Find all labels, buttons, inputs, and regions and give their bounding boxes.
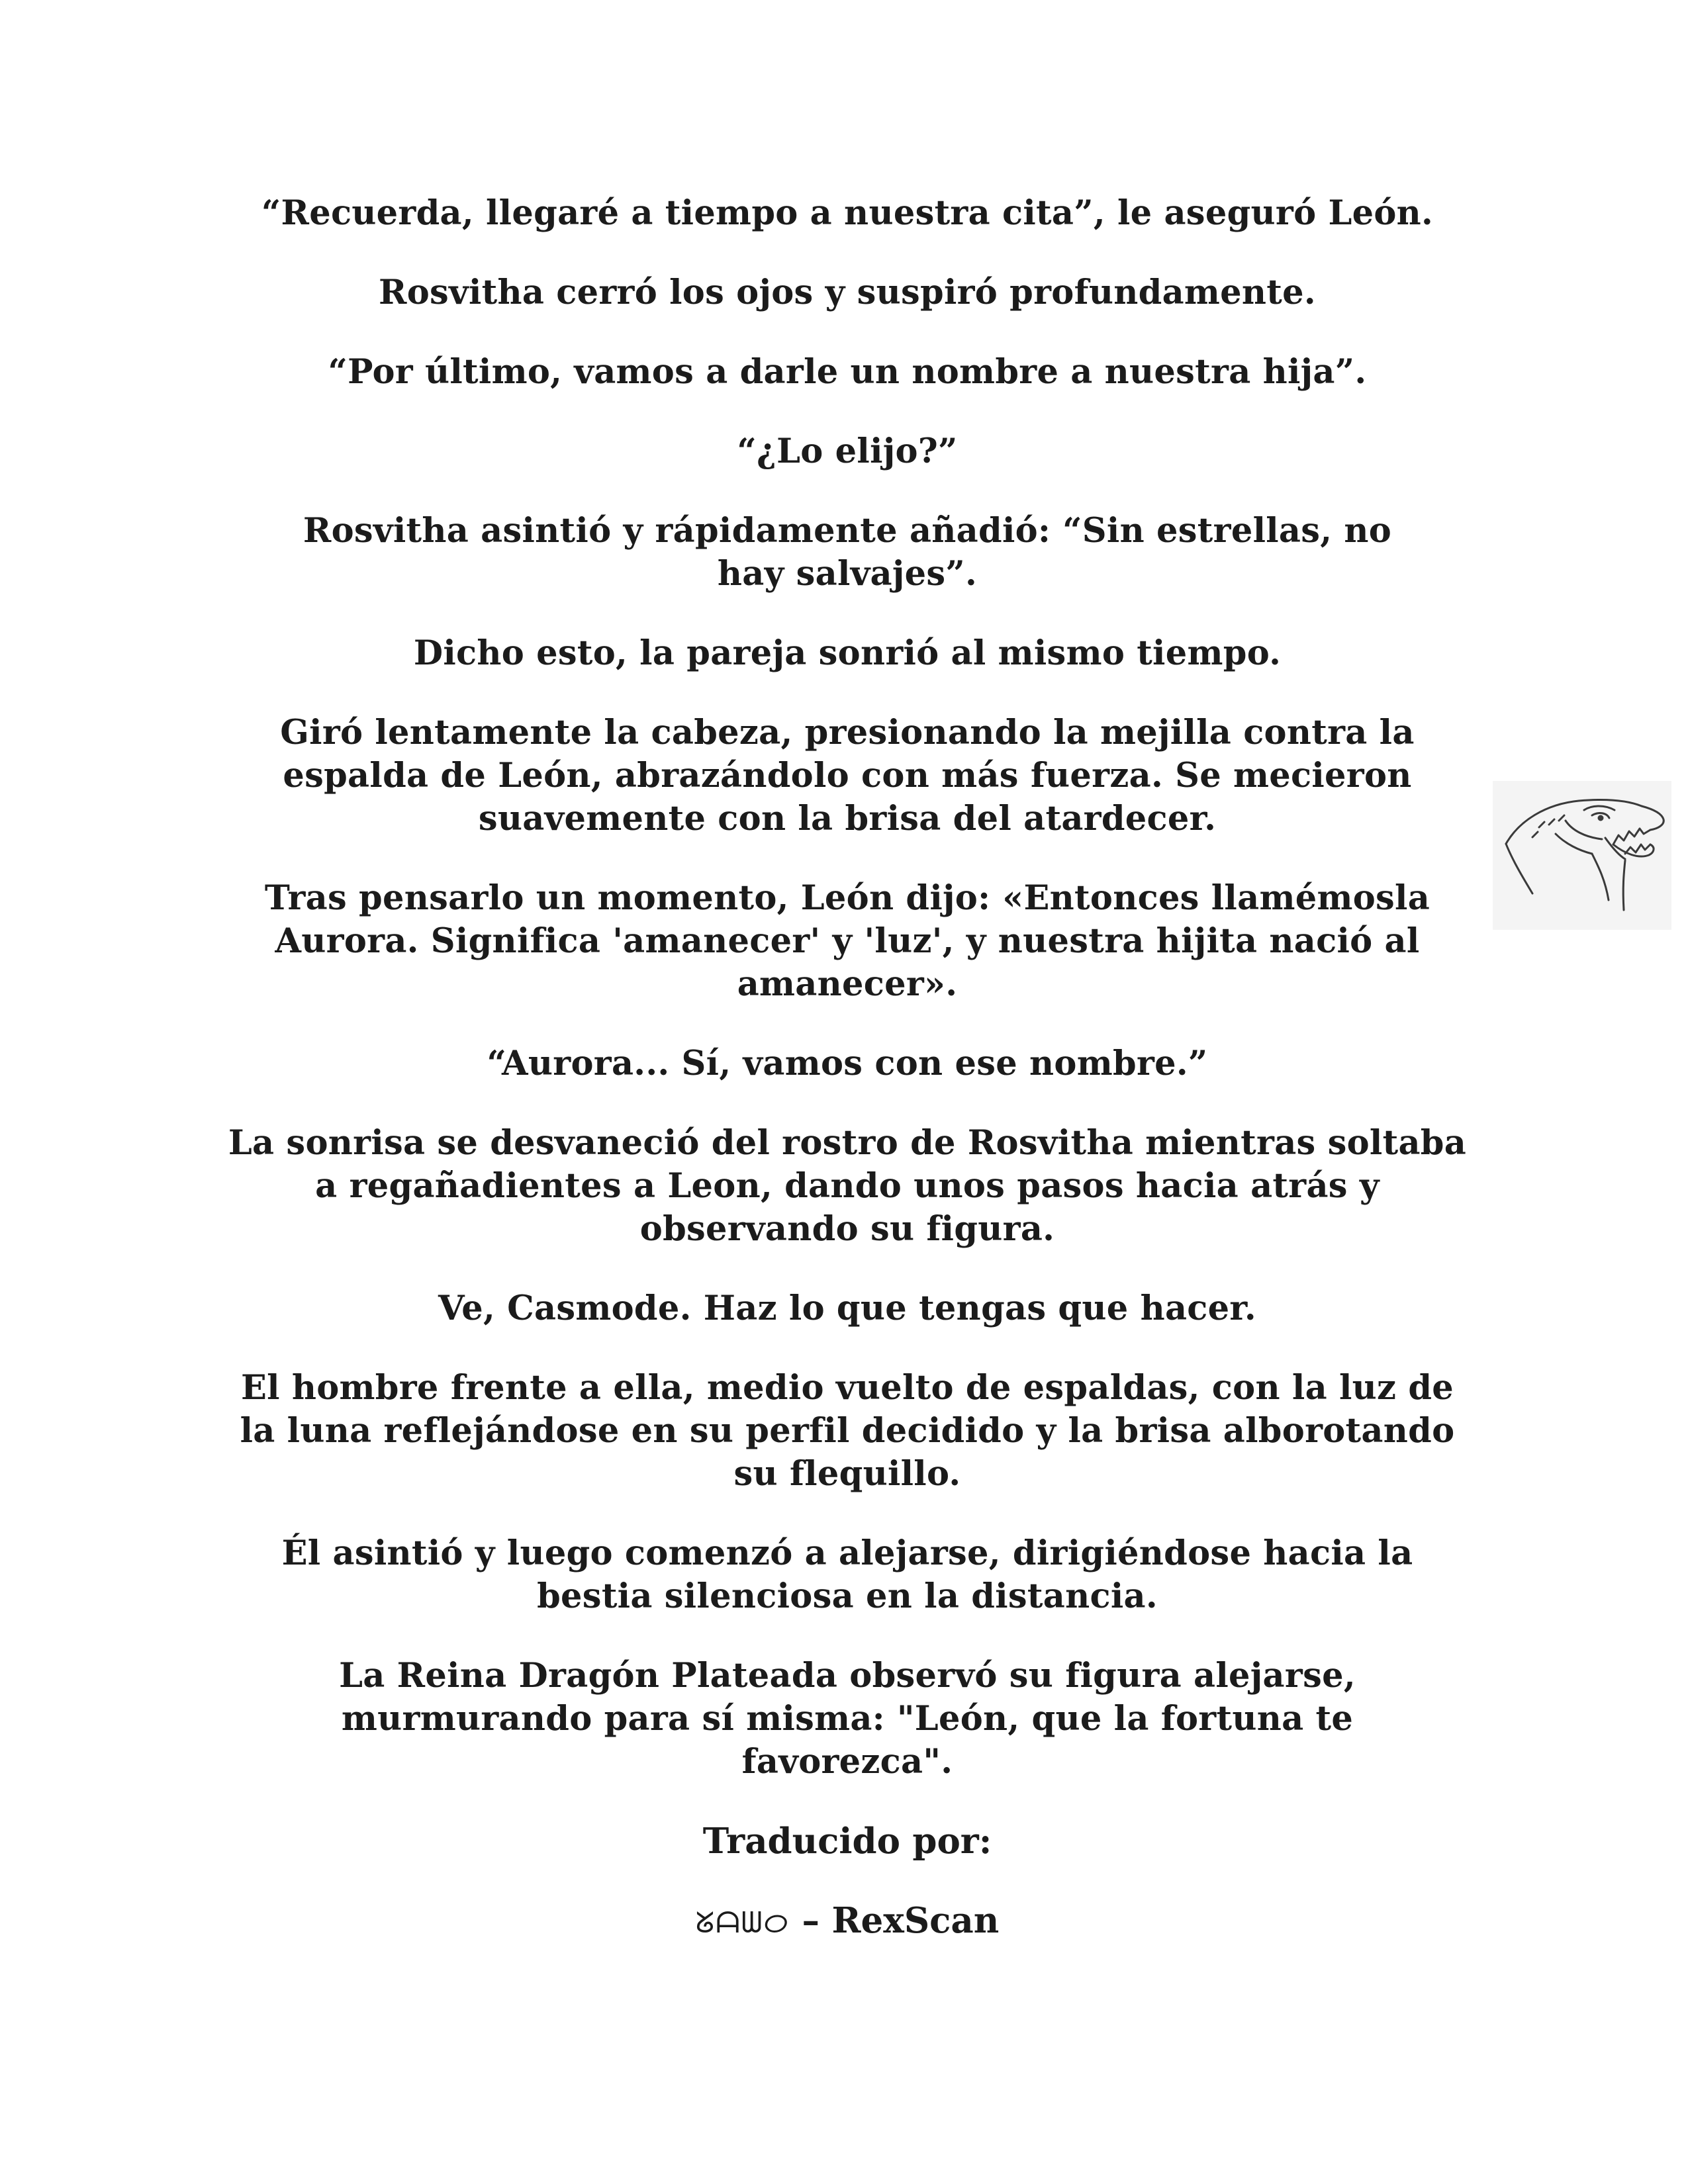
paragraph: “Por último, vamos a darle un nombre a nuestra hija”. xyxy=(328,352,1367,392)
paragraph: “Recuerda, llegaré a tiempo a nuestra cita”, le aseguró León. xyxy=(261,193,1434,233)
paragraph: Giró lentamente la cabeza, presionando la mejilla contra la espalda de León, abrazándolo con más fuerza. Se mecieron suavemente con la brisa del atardecer. xyxy=(280,713,1415,839)
credits-separator: – xyxy=(790,1900,832,1941)
paragraph: La Reina Dragón Plateada observó su figura alejarse, murmurando para sí misma: "León, que la fortuna te favorezca". xyxy=(339,1656,1356,1782)
group-name: RexScan xyxy=(831,1900,1000,1941)
paragraph: La sonrisa se desvaneció del rostro de Rosvitha mientras soltaba a regañadientes a Leon, dando unos pasos hacia atrás y observando su figura. xyxy=(228,1123,1467,1249)
dinosaur-head-icon xyxy=(1493,781,1671,930)
paragraph: Dicho esto, la pareja sonrió al mismo tiempo. xyxy=(413,633,1282,673)
paragraph: Rosvitha cerró los ojos y suspiró profundamente. xyxy=(379,273,1316,312)
translator-handle: ᘜᗩᗯᝪ xyxy=(695,1906,790,1940)
paragraph: “¿Lo elijo?” xyxy=(737,432,958,471)
paragraph: Ve, Casmode. Haz lo que tengas que hacer. xyxy=(438,1289,1256,1328)
paragraph: “Aurora... Sí, vamos con ese nombre.” xyxy=(487,1044,1208,1083)
story-text xyxy=(225,192,1470,1944)
paragraph: Él asintió y luego comenzó a alejarse, dirigiéndose hacia la bestia silenciosa en la distancia. xyxy=(281,1533,1413,1616)
credits-line xyxy=(225,1899,1470,1944)
paragraph: Tras pensarlo un momento, León dijo: «Entonces llamémosla Aurora. Significa 'amanecer' y 'luz', y nuestra hijita nació al amanecer». xyxy=(264,878,1430,1004)
paragraph: El hombre frente a ella, medio vuelto de espaldas, con la luz de la luna reflejándose en su perfil decidido y la brisa alborotando su flequillo. xyxy=(240,1368,1455,1494)
paragraph: Rosvitha asintió y rápidamente añadió: “Sin estrellas, no hay salvajes”. xyxy=(303,511,1392,594)
credits-label: Traducido por: xyxy=(702,1821,992,1862)
